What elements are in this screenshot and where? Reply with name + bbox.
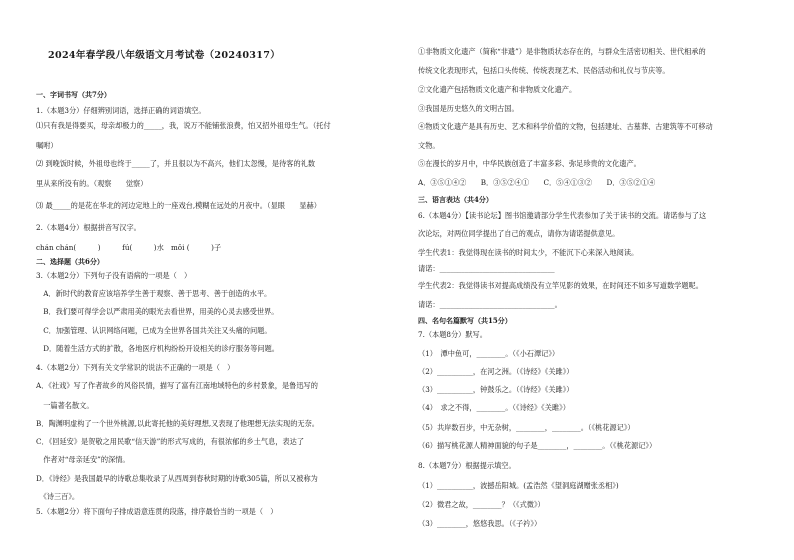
text-line: （4） 求之不得，________。（《诗经》《关雎》） (418, 403, 570, 412)
text-line: A．新时代的教育应该培养学生善于观察、善于思考、善于创造的水平。 (36, 289, 272, 298)
section-heading: 二、选择题（共6分） (36, 257, 104, 266)
text-line: ①非物质文化遗产（简称“非遗”）是非物质状态存在的，与群众生活密切相关、世代相承的 (418, 47, 706, 56)
text-line: 6.（本题4分）【读书论坛】图书馆邀请部分学生代表参加了关于读书的交流。请诺参与了这 (418, 211, 707, 220)
section-heading: 四、名句名篇默写（共15分） (418, 316, 512, 325)
text-line: 一篇著名散文。 (36, 401, 94, 410)
text-line: C．《回延安》是贺敬之用民歌“信天游”的形式写成的，有很浓郁的乡土气息，表达了 (36, 437, 305, 446)
text-line: 《诗三百》。 (36, 492, 80, 501)
text-line: ⑴只有我是得要买，母亲却极力的_____，我，说万不能铺张浪费，怕又招外祖母生气。（托付 (36, 121, 331, 130)
text-line: 7.（本题8分）默写。 (418, 330, 487, 339)
text-line: 学生代表2：我觉得读书对提高成绩没有立竿见影的效果，在时间还不如多写道数学题呢。 (418, 281, 703, 290)
text-line: （6）描写桃花源人精神面貌的句子是________，________。（《桃花源记》） (418, 441, 657, 450)
text-line: D．《诗经》是我国最早的诗歌总集收录了从西周到春秋时期的诗歌305篇，所以又被称为 (36, 474, 318, 483)
text-line: 学生代表1：我觉得现在读书的时间太少，不能沉下心来深入地阅读。 (418, 248, 639, 257)
text-line: 传统文化表现形式，包括口头传统、传统表现艺术、民俗活动和礼仪与节庆等。 (418, 66, 670, 75)
text-line: ⑶ 最_____的是花在华北的河边定地上的一座戏台,模糊在远处的月夜中。（显眼 显赫） (36, 201, 321, 210)
text-line: 1.（本题3分）仔细辨别词语，选择正确的词语填空。 (36, 106, 206, 115)
text-line: ②文化遗产包括物质文化遗产和非物质文化遗产。 (418, 85, 577, 94)
text-line: 3.（本题2分）下列句子没有语病的一项是（ ） (36, 271, 192, 280)
text-line: D．随着生活方式的扩散，各地医疗机构纷纷开设相关的诊疗服务等问题。 (36, 344, 279, 353)
text-line: C．加强管理、认识网络问题，已成为全世界各国共关注又头痛的问题。 (36, 326, 272, 335)
text-line: （2）微君之故，________？（《式微》） (418, 500, 545, 509)
text-line: ⑵ 到晚饭时候，外祖母也终于_____了，并且很以为不高兴，他们太忽慢，是待客的礼数 (36, 159, 316, 168)
section-heading: 三、语言表达（共4分） (418, 195, 493, 204)
text-line: A．③⑤①④② B．③⑤②④① C．⑤④①③② D．③⑤②①④ (418, 178, 656, 187)
text-line: B．陶渊明虚构了一个世外桃源,以此寄托他的美好理想,又表现了他理想无法实现的无奈。 (36, 419, 319, 428)
text-line: 8.（本题7分）根据提示填空。 (418, 461, 516, 470)
text-line: B．我们要可得学会以严肃用美的眼光去看世界，用美的心灵去感受世界。 (36, 307, 279, 316)
text-line: 嘱咐） (36, 141, 58, 150)
text-line: 请诺：________________________________ (418, 264, 555, 273)
exam-title: 2024年春学段八年级语文月考试卷（20240317） (48, 50, 281, 61)
text-line: 4.（本题2分）下列有关文学常识的说法不正确的一项是（ ） (36, 363, 235, 372)
text-line: 作者对“母亲延安”的深情。 (36, 455, 130, 464)
text-line: 请诺：________________________________。 (418, 300, 562, 309)
text-line: 里从来所没有的。（观察 觉察） (36, 179, 148, 188)
text-line: 5.（本题2分）将下面句子排成语意连贯的段落，排序最恰当的一项是（ ） (36, 507, 278, 516)
text-line: chán chán( ) fú( )水 mǒi ( )子 (36, 243, 222, 252)
text-line: ③我国是历史悠久的文明古国。 (418, 104, 519, 113)
text-line: （2）__________，在河之洲。（《诗经》《关雎》） (418, 367, 574, 376)
text-line: （3）__________，钟鼓乐之。（《诗经》《关雎》） (418, 385, 574, 394)
section-heading: 一、字词书写（共7分） (36, 90, 111, 99)
text-line: ⑤在漫长的岁月中，中华民族创造了丰富多彩、弥足珍贵的文化遗产。 (418, 159, 641, 168)
text-line: A．《社戏》写了作者故乡的风俗民情，描写了富有江南地域特色的乡村景象，是鲁迅写的 (36, 381, 318, 390)
text-line: ④物质文化遗产是具有历史、艺术和科学价值的文物，包括建址、古墓葬、古建筑等不可移动 (418, 122, 713, 131)
text-line: 次论坛，对两位同学提出了自己的观点，请你为请诺提供意见。 (418, 229, 620, 238)
text-line: 2.（本题4分）根据拼音写汉字。 (36, 223, 141, 232)
text-line: （1） 潭中鱼可，________。（《小石潭记》） (418, 349, 560, 358)
text-line: （3）________，悠悠我思。（《子衿》） (418, 519, 542, 528)
text-line: （1）__________，波撼岳阳城。(孟浩然《望洞庭湖赠张丞相》) (418, 481, 619, 490)
text-line: （5）共岸数百步，中无杂树，________，________。（《桃花源记》） (418, 423, 635, 432)
text-line: 文物。 (418, 141, 440, 150)
